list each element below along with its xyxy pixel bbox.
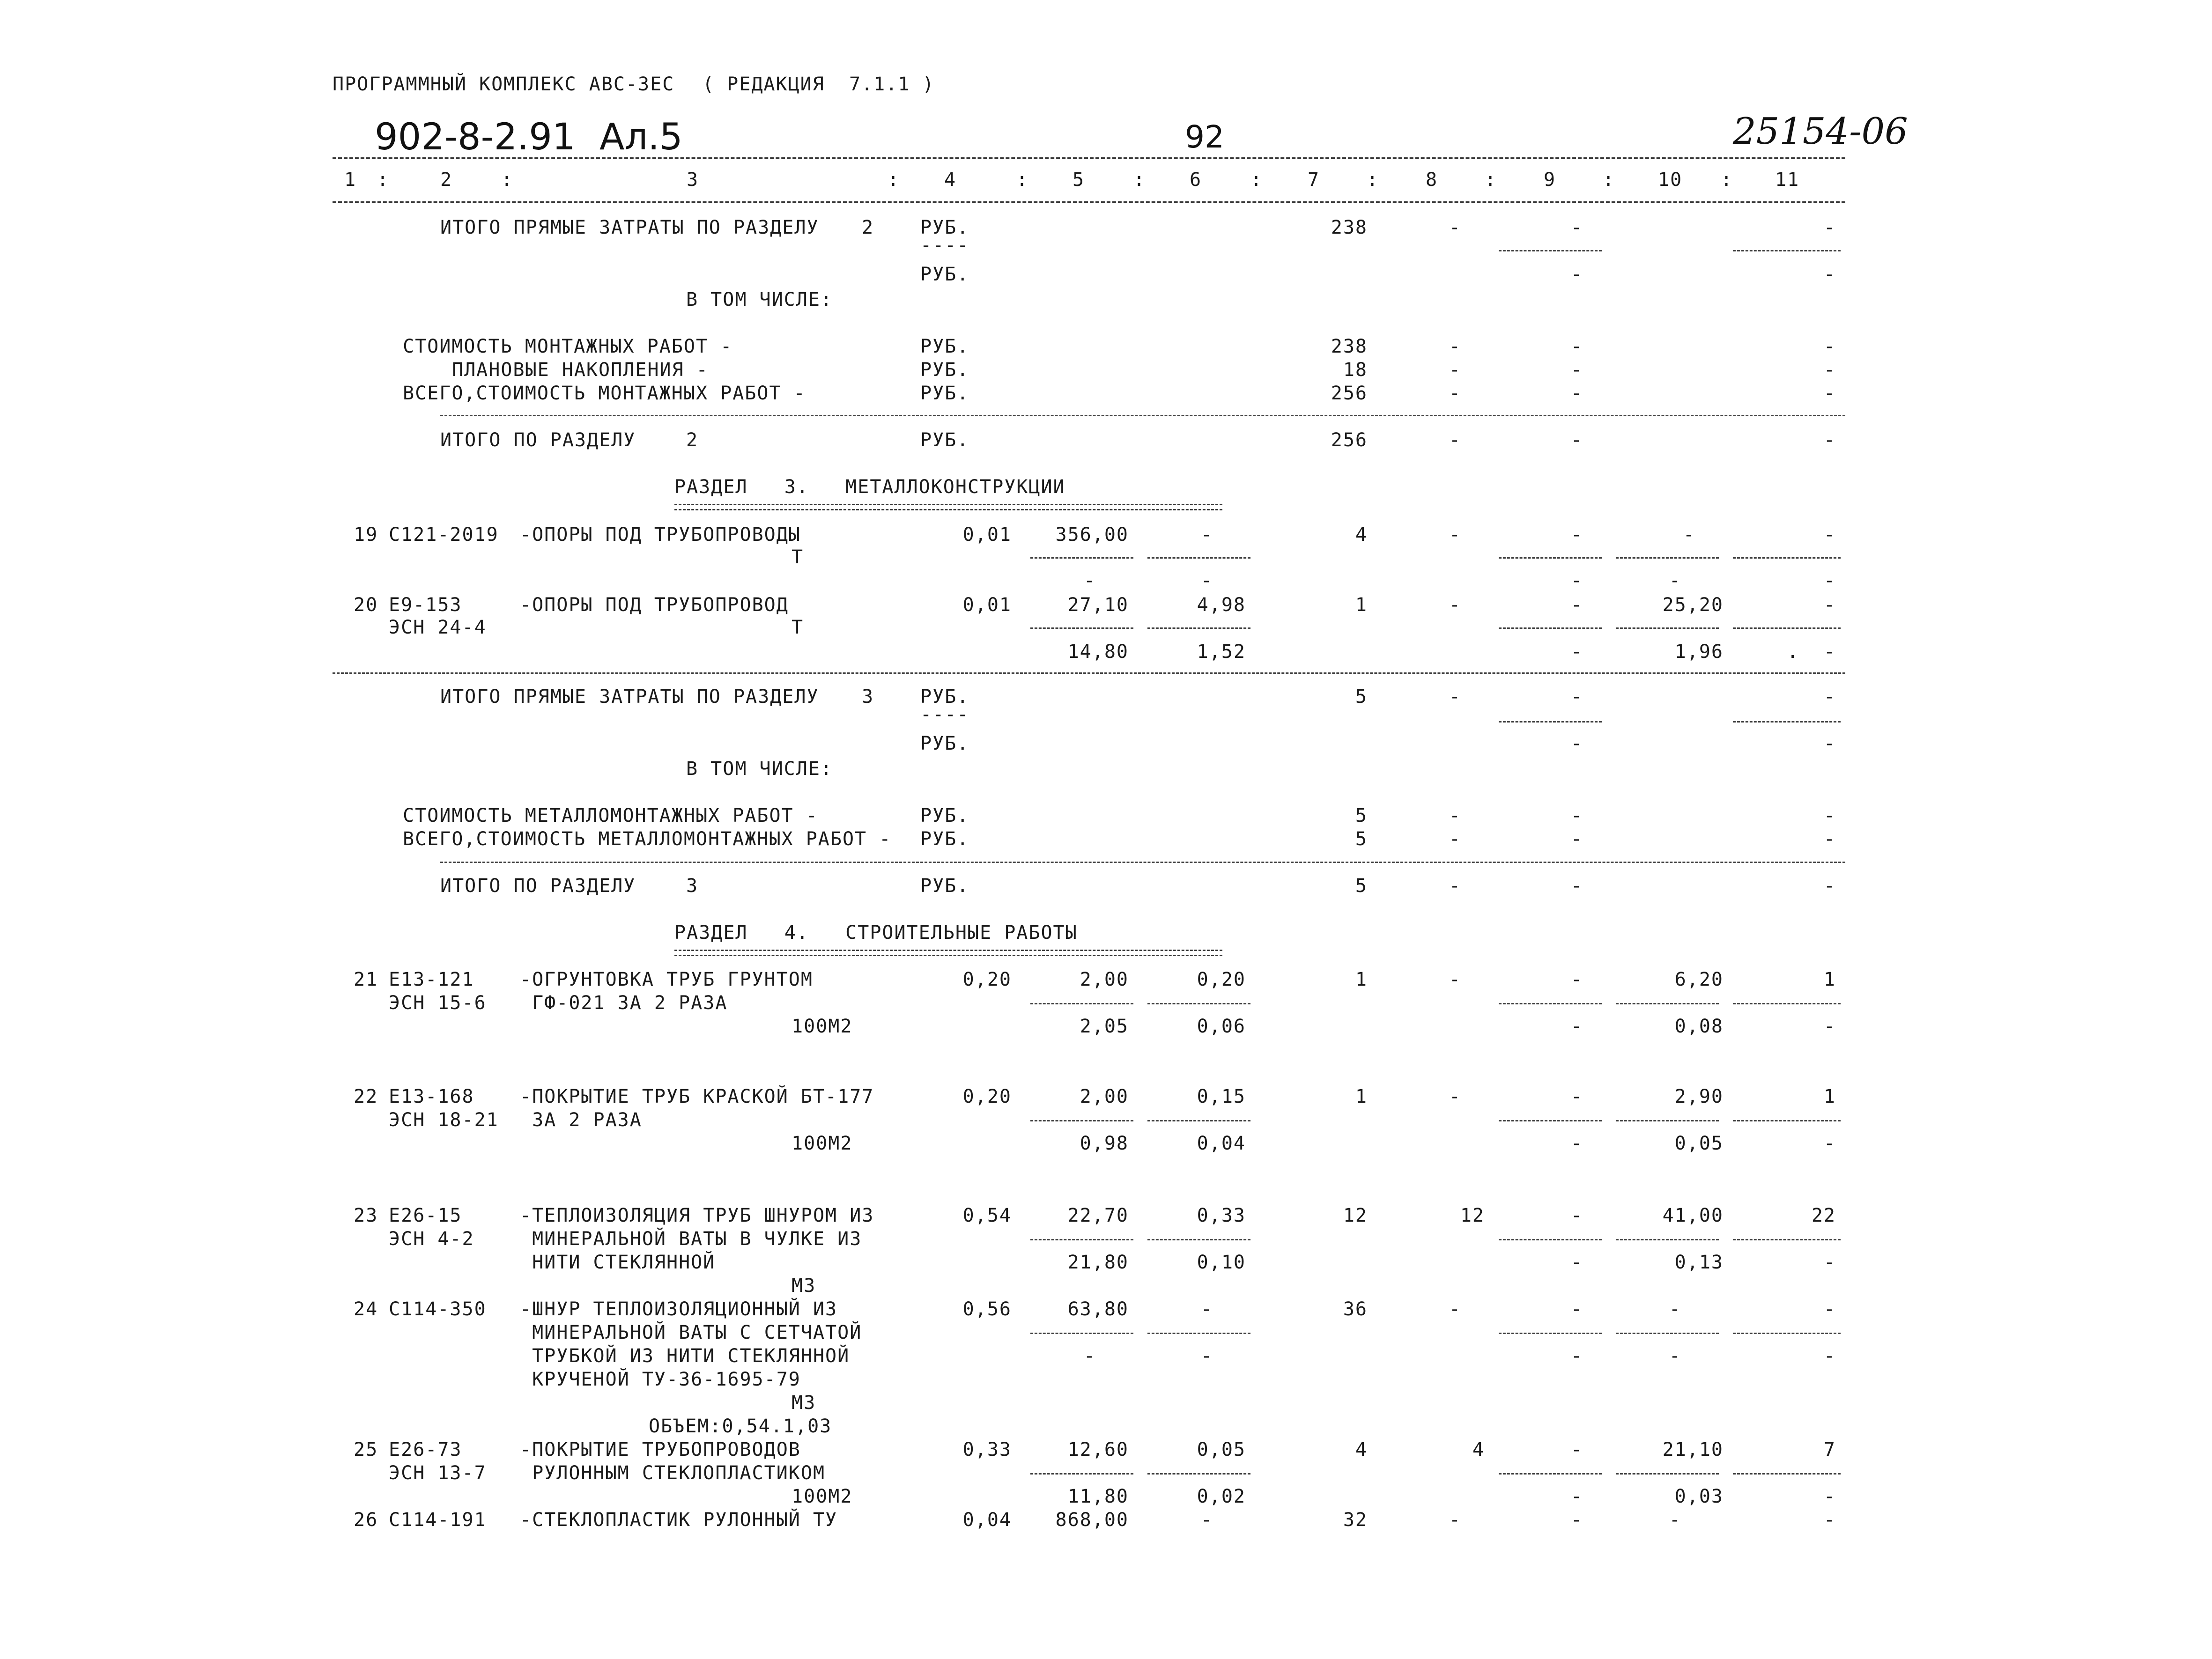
col-9: 9 <box>1544 169 1556 191</box>
col-7: 7 <box>1308 169 1320 191</box>
direct-costs-label: ИТОГО ПРЯМЫЕ ЗАТРАТЫ ПО РАЗДЕЛУ <box>440 217 819 238</box>
col-1: 1 <box>344 169 357 191</box>
col-4: 4 <box>944 169 957 191</box>
header-rule <box>333 157 1845 159</box>
col-3: 3 <box>687 169 699 191</box>
col-6: 6 <box>1190 169 1202 191</box>
section-total-label: ИТОГО ПО РАЗДЕЛУ <box>440 429 636 451</box>
col-8: 8 <box>1426 169 1438 191</box>
album-label: Ал.5 <box>599 116 683 158</box>
stamp-number: 25154-06 <box>1733 111 1908 153</box>
page-number: 92 <box>1185 119 1224 155</box>
col-2: 2 <box>440 169 453 191</box>
program-title: ПРОГРАММНЫЙ КОМПЛЕКС АВС-ЗЕС <box>333 74 675 95</box>
col-5: 5 <box>1073 169 1085 191</box>
section4-title: РАЗДЕЛ 4. СТРОИТЕЛЬНЫЕ РАБОТЫ <box>674 922 1078 944</box>
edition-label: ( РЕДАКЦИЯ 7.1.1 ) <box>703 74 935 95</box>
doc-code: 902-8-2.91 <box>375 116 576 158</box>
section3-title: РАЗДЕЛ 3. МЕТАЛЛОКОНСТРУКЦИИ <box>674 476 1065 498</box>
estimate-page: ПРОГРАММНЫЙ КОМПЛЕКС АВС-ЗЕС ( РЕДАКЦИЯ 7.1.1 ) 902-8-2.91 Ал.5 92 25154-06 1 : 2 : 3 : 4 : 5 : 6 : 7 : 8 : 9 : 10 : 11 ИТОГО ПРЯМЫЕ ЗАТРАТЫ ПО РАЗДЕЛУ 2 РУБ. 238 - - - ---- РУБ. - - В ТОМ ЧИСЛЕ: СТОИМОСТЬ МОНТАЖНЫХ РАБОТ - РУБ. 238 - - - ПЛАНОВЫЕ НАКОПЛЕНИЯ - РУБ. 18 - - - ВСЕГО,СТОИМОСТЬ МОНТАЖНЫХ РАБОТ - РУБ. 256 - - - ИТОГО ПО РАЗДЕЛУ 2 РУБ. 256 - - - РАЗДЕЛ 3. МЕТАЛЛОКОНСТРУКЦИИ 19 С121-2019 -ОПОРЫ ПОД ТРУБОПРОВОДЫ Т 0,01 356,00 - 4 - - - - - - - - - 20 Е9-153 ЭСН 24-4 -ОПОРЫ ПОД ТРУБОПРОВОД Т 0,01 27,10 4,98 1 - - 25,20 - 14,80 1,52 - 1,96 . - ИТОГО ПРЯМЫЕ ЗАТРАТЫ ПО РАЗДЕЛУ 3 РУБ. 5 - - - ---- РУБ. - - В ТОМ ЧИСЛЕ: СТОИМОСТЬ МЕТАЛЛОМОНТАЖНЫХ РАБОТ - РУБ. 5 - - - ВСЕГО,СТОИМОСТЬ МЕТАЛЛОМОНТАЖНЫХ РАБОТ - РУБ. 5 - - - ИТОГО ПО РАЗДЕЛУ 3 РУБ. 5 - - - РАЗДЕЛ 4. СТРОИТЕЛЬНЫЕ РАБОТЫ 21 Е13-121 ЭСН 15-6 -ОГРУНТОВКА ТРУБ ГРУНТОМ ГФ-021 ЗА 2 РАЗА 100М2 0,20 2,00 0,20 1 - - 6,20 1 2,05 0,06 - 0,08 - 22 Е13-168 ЭСН 18-21 -ПОКРЫТИЕ ТРУБ КРАСКОЙ БТ-177 ЗА 2 РАЗА 100М2 0,20 2,00 0,15 1 - - 2,90 1 0,98 0,04 - 0,05 - 23 Е26-15 ЭСН 4-2 -ТЕПЛОИЗОЛЯЦИЯ ТРУБ ШНУРОМ ИЗ МИНЕРАЛЬНОЙ ВАТЫ В ЧУЛКЕ ИЗ НИТИ СТЕКЛЯННОЙ М3 0,54 22,70 0,33 12 12 - 41,00 22 21,80 0,10 - 0,13 - 24 С114-350 -ШНУР ТЕПЛОИЗОЛЯЦИОННЫЙ ИЗ МИНЕРАЛЬНОЙ ВАТЫ С СЕТЧАТОЙ ТРУБКОЙ ИЗ НИТИ СТЕКЛЯННОЙ КРУЧЕНОЙ ТУ-36-1695-79 М3 ОБЪЕМ:0,54.1,03 0,56 63,80 - 36 - - - - - - - - - 25 Е26-73 ЭСН 13-7 -ПОКРЫТИЕ ТРУБОПРОВОДОВ РУЛОННЫМ СТЕКЛОПЛАСТИКОМ 100М2 0,33 12,60 0,05 4 4 - 21,10 7 11,80 0,02 - 0,03 - 26 С114-191 -СТЕКЛОПЛАСТИК РУЛОННЫЙ ТУ 0,04 868,00 - 32 - - - - <box>333 74 1908 1531</box>
col-10: 10 <box>1658 169 1683 191</box>
col-11: 11 <box>1775 169 1800 191</box>
